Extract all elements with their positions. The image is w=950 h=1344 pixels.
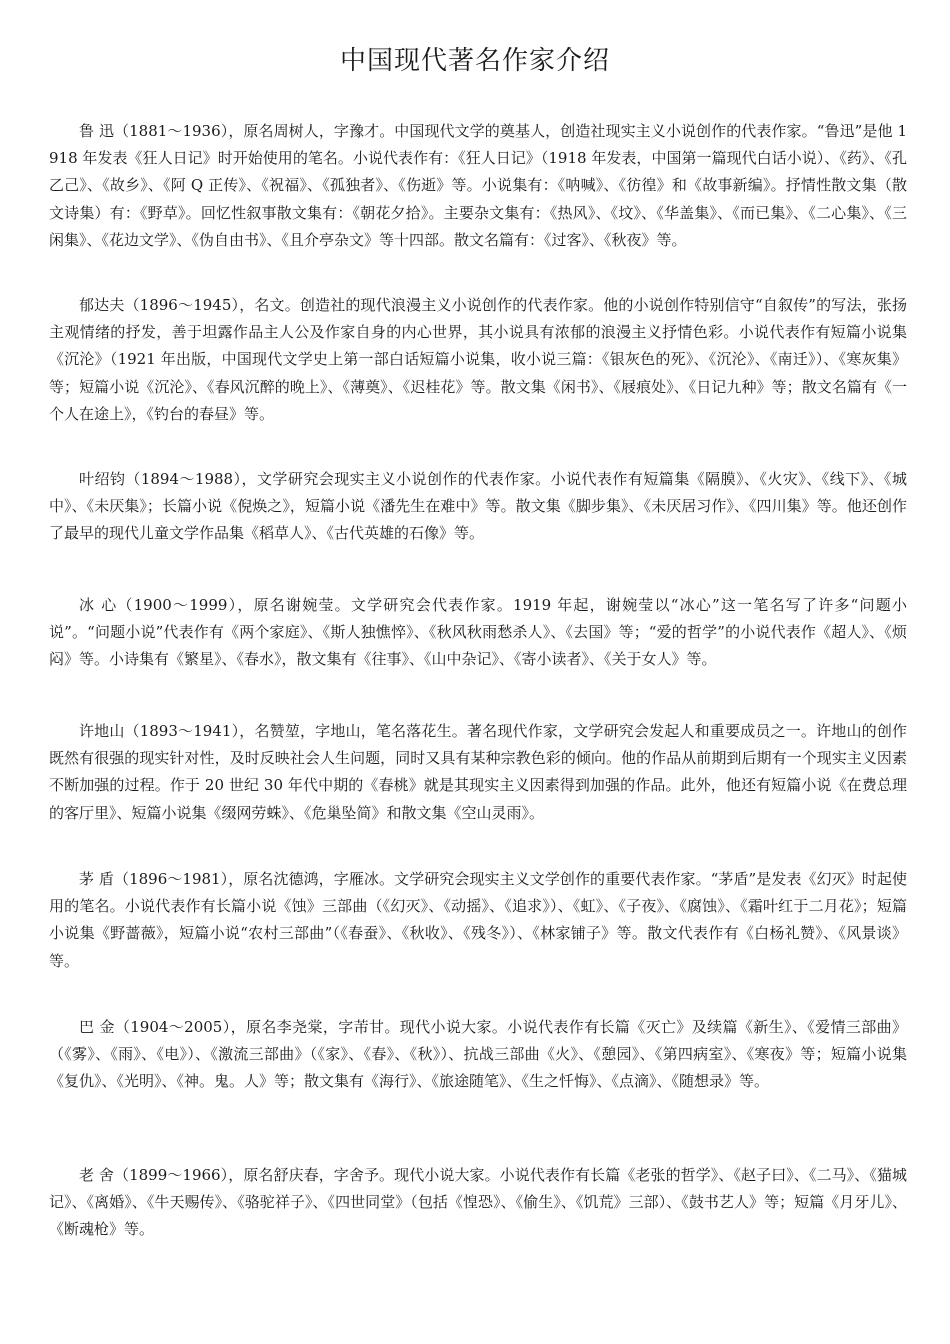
paragraph-lao-she: 老 舍（1899～1966），原名舒庆春，字舍予。现代小说大家。小说代表作有长篇《老张的哲学》、《赵子曰》、《二马》、《猫城记》、《离婚》、《牛天赐传》、《骆驼祥子》、《四世同堂》（包括《惶恐》、《偷生》、《饥荒》三部）、《鼓书艺人》等；短篇《月牙儿》、《断魂枪》等。 — [49, 1166, 907, 1239]
paragraph-ba-jin: 巴 金（1904～2005），原名李尧棠，字芾甘。现代小说大家。小说代表作有长篇《灭亡》及续篇《新生》、《爱情三部曲》（《雾》、《雨》、《电》）、《激流三部曲》（《家》、《春》、《秋》）、抗战三部曲《火》、《憩园》、《第四病室》、《寒夜》等；短篇小说集《复仇》、《光明》、《神。鬼。人》等；散文集有《海行》、《旅途随笔》、《生之忏悔》、《点滴》、《随想录》等。 — [49, 1018, 907, 1091]
paragraph-ye-shaojun: 叶绍钧（1894～1988），文学研究会现实主义小说创作的代表作家。小说代表作有短篇集《隔膜》、《火灾》、《线下》、《城中》、《未厌集》；长篇小说《倪焕之》，短篇小说《潘先生在难中》等。散文集《脚步集》、《未厌居习作》、《四川集》等。他还创作了最早的现代儿童文学作品集《稻草人》、《古代英雄的石像》等。 — [49, 470, 907, 543]
paragraph-xu-dishan: 许地山（1893～1941），名赞堃，字地山，笔名落花生。著名现代作家，文学研究会发起人和重要成员之一。许地山的创作既然有很强的现实针对性，及时反映社会人生问题，同时又具有某种宗教色彩的倾向。他的作品从前期到后期有一个现实主义因素不断加强的过程。作于 20 世纪 30 年代中期的《春桃》就是其现实主义因素得到加强的作品。此外，他还有短篇小说《在费总理的客厅里》、短篇小说集《缀网劳蛛》、《危巢坠简》和散文集《空山灵雨》。 — [49, 722, 907, 822]
page-title: 中国现代著名作家介绍 — [339, 46, 610, 76]
paragraph-bing-xin: 冰 心（1900～1999），原名谢婉莹。文学研究会代表作家。1919 年起，谢婉莹以“冰心”这一笔名写了许多“问题小说”。“问题小说”代表作有《两个家庭》、《斯人独憔悴》、《秋风秋雨愁杀人》、《去国》等；“爱的哲学”的小说代表作《超人》、《烦闷》等。小诗集有《繁星》、《春水》，散文集有《往事》、《山中杂记》、《寄小读者》、《关于女人》等。 — [49, 596, 907, 669]
paragraph-lu-xun: 鲁 迅（1881～1936），原名周树人，字豫才。中国现代文学的奠基人，创造社现实主义小说创作的代表作家。“鲁迅”是他 1918 年发表《狂人日记》时开始使用的笔名。小说代表作有：《狂人日记》（1918 年发表，中国第一篇现代白话小说）、《药》、《孔乙己》、《故乡》、《阿 Q 正传》、《祝福》、《孤独者》、《伤逝》等。小说集有：《呐喊》、《彷徨》和《故事新编》。抒情性散文集（散文诗集）有：《野草》。回忆性叙事散文集有：《朝花夕拾》。主要杂文集有：《热风》、《坟》、《华盖集》、《而已集》、《二心集》、《三闲集》、《花边文学》、《伪自由书》、《且介亭杂文》等十四部。散文名篇有：《过客》、《秋夜》等。 — [49, 122, 907, 249]
paragraph-mao-dun: 茅 盾（1896～1981），原名沈德鸿，字雁冰。文学研究会现实主义文学创作的重要代表作家。“茅盾”是发表《幻灭》时起使用的笔名。小说代表作有长篇小说《蚀》三部曲（《幻灭》、《动摇》、《追求》）、《虹》、《子夜》、《腐蚀》、《霜叶红于二月花》；短篇小说集《野蔷薇》，短篇小说“农村三部曲”（《春蚕》、《秋收》、《残冬》）、《林家铺子》等。散文代表作有《白杨礼赞》、《风景谈》等。 — [49, 870, 907, 970]
paragraph-yu-dafu: 郁达夫（1896～1945），名文。创造社的现代浪漫主义小说创作的代表作家。他的小说创作特别信守“自叙传”的写法，张扬主观情绪的抒发，善于坦露作品主人公及作家自身的内心世界，其小说具有浓郁的浪漫主义抒情色彩。小说代表作有短篇小说集《沉沦》（1921 年出版，中国现代文学史上第一部白话短篇小说集，收小说三篇：《银灰色的死》、《沉沦》、《南迁》）、《寒灰集》等；短篇小说《沉沦》、《春风沉醉的晚上》、《薄奠》、《迟桂花》等。散文集《闲书》、《屐痕处》、《日记九种》等；散文名篇有《一个人在途上》，《钓台的春昼》等。 — [49, 296, 907, 423]
